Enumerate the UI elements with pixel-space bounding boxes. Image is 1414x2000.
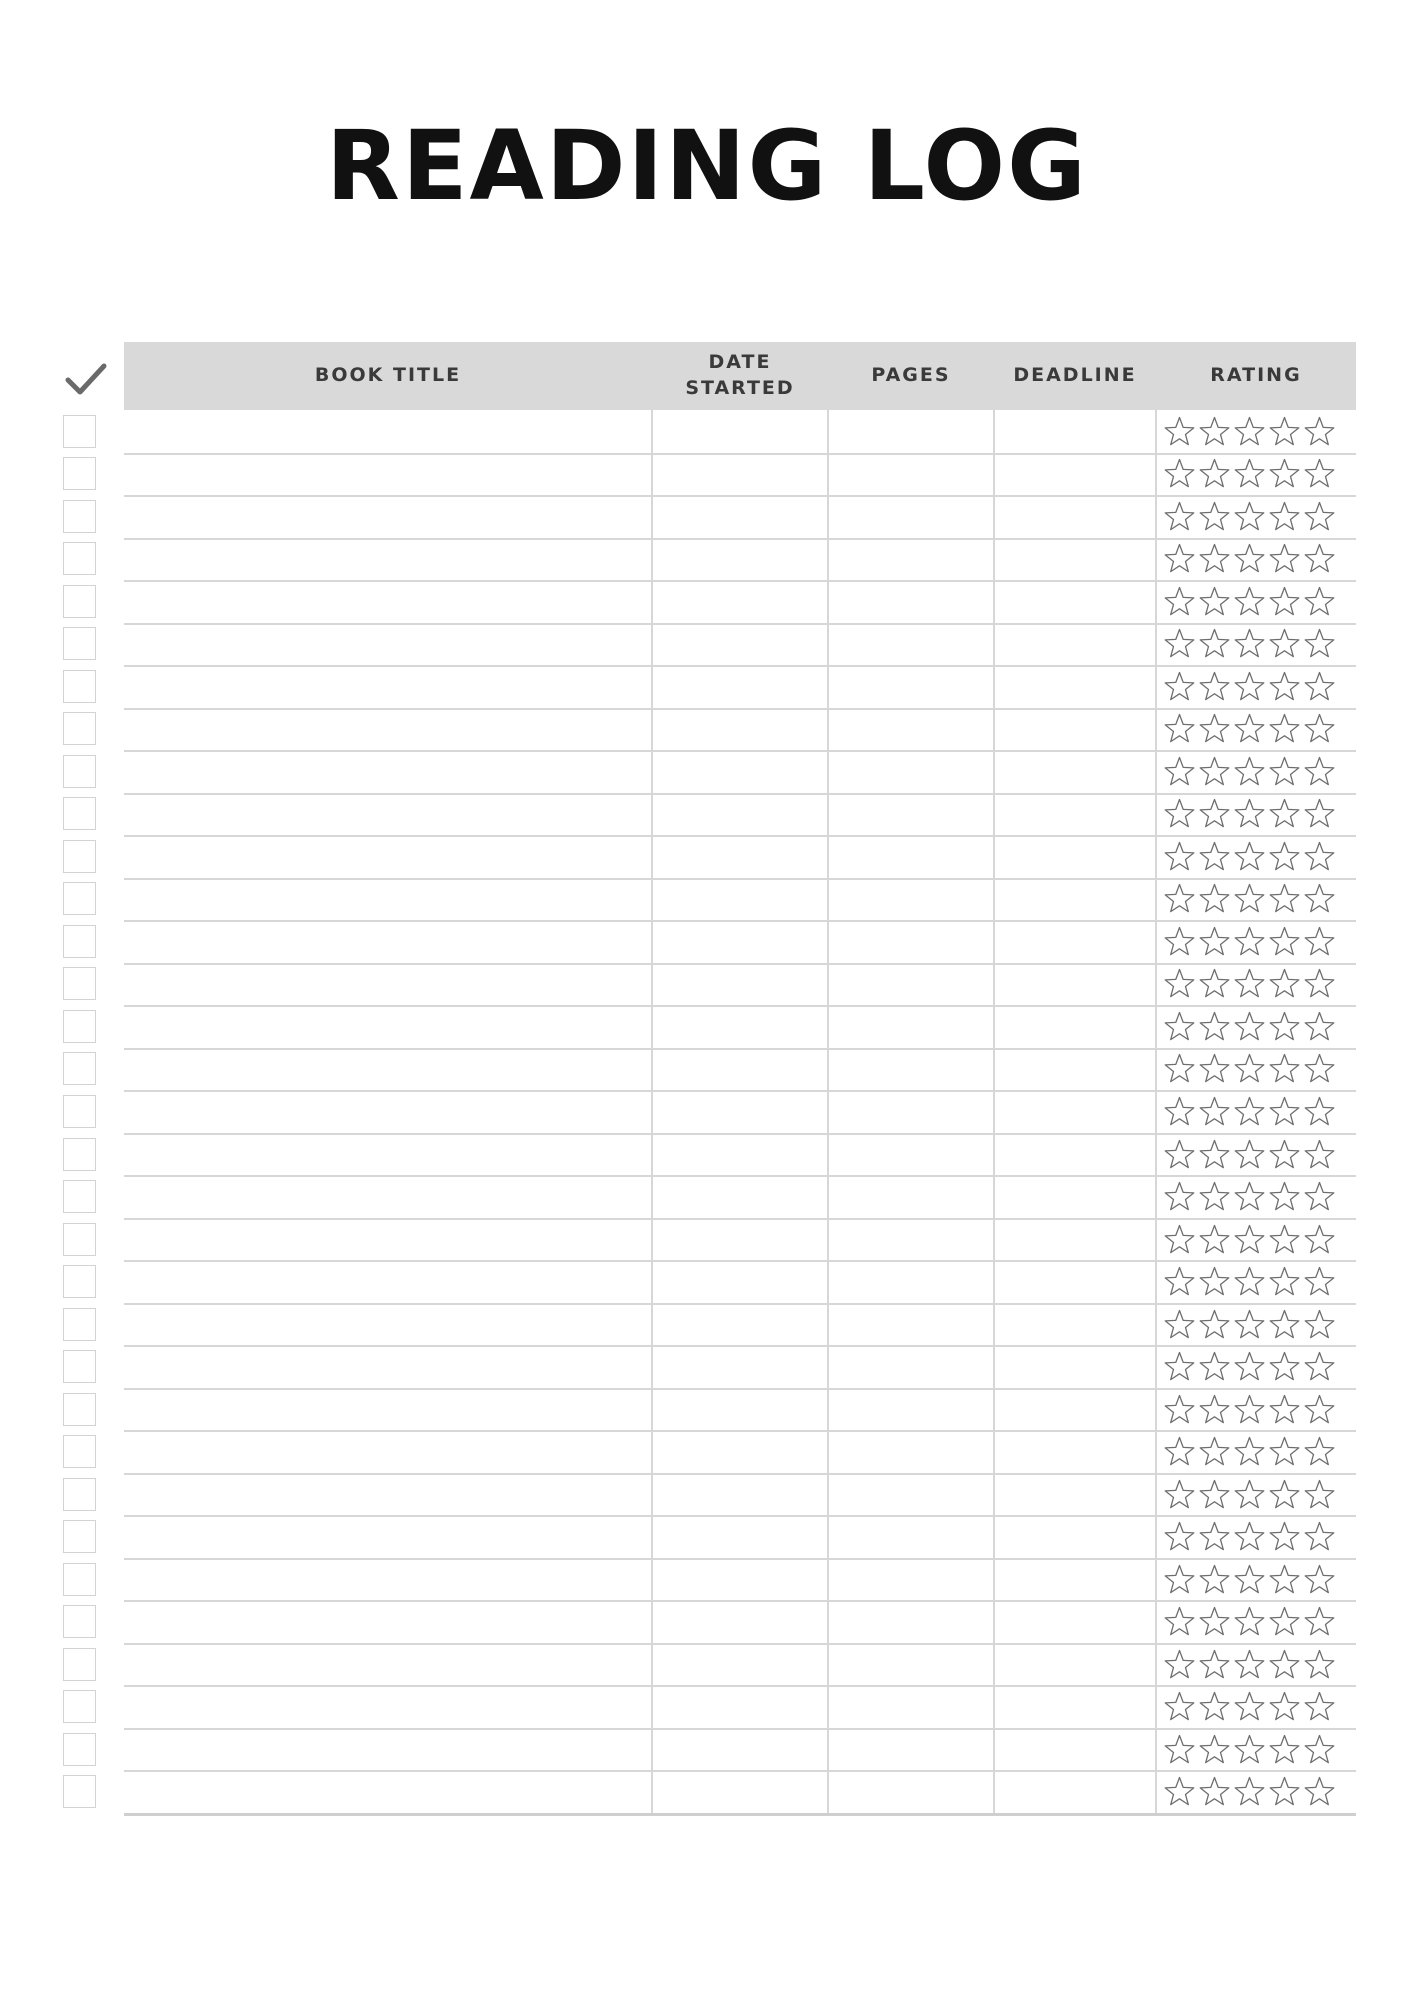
star-outline-icon[interactable]	[1233, 1052, 1266, 1085]
star-outline-icon[interactable]	[1268, 1350, 1301, 1383]
rating-stars[interactable]	[1163, 1393, 1336, 1426]
row-divider	[124, 878, 1356, 880]
column-header-rating: RATING	[1210, 364, 1302, 387]
rating-stars[interactable]	[1163, 500, 1336, 533]
star-outline-icon[interactable]	[1303, 585, 1336, 618]
row-divider	[124, 1685, 1356, 1687]
star-outline-icon[interactable]	[1198, 1223, 1231, 1256]
rating-stars[interactable]	[1163, 882, 1336, 915]
star-outline-icon[interactable]	[1268, 1648, 1301, 1681]
star-outline-icon[interactable]	[1163, 670, 1196, 703]
row-divider	[124, 750, 1356, 752]
star-outline-icon[interactable]	[1198, 627, 1231, 660]
star-outline-icon[interactable]	[1268, 627, 1301, 660]
star-outline-icon[interactable]	[1233, 1308, 1266, 1341]
star-outline-icon[interactable]	[1198, 1478, 1231, 1511]
row-divider	[124, 793, 1356, 795]
star-outline-icon[interactable]	[1268, 1095, 1301, 1128]
star-outline-icon[interactable]	[1233, 1350, 1266, 1383]
star-outline-icon[interactable]	[1303, 542, 1336, 575]
star-outline-icon[interactable]	[1303, 415, 1336, 448]
star-outline-icon[interactable]	[1198, 542, 1231, 575]
row-checkbox[interactable]	[63, 712, 96, 745]
row-divider	[124, 453, 1356, 455]
star-outline-icon[interactable]	[1303, 1180, 1336, 1213]
star-outline-icon[interactable]	[1163, 1308, 1196, 1341]
star-outline-icon[interactable]	[1233, 1138, 1266, 1171]
rating-stars[interactable]	[1163, 415, 1336, 448]
row-divider	[124, 963, 1356, 965]
rating-stars[interactable]	[1163, 1265, 1336, 1298]
row-checkbox[interactable]	[63, 755, 96, 788]
star-outline-icon[interactable]	[1268, 1393, 1301, 1426]
star-outline-icon[interactable]	[1303, 1435, 1336, 1468]
row-checkbox[interactable]	[63, 1138, 96, 1171]
star-outline-icon[interactable]	[1303, 457, 1336, 490]
row-divider	[124, 1728, 1356, 1730]
star-outline-icon[interactable]	[1163, 797, 1196, 830]
rating-stars[interactable]	[1163, 1605, 1336, 1638]
star-outline-icon[interactable]	[1163, 840, 1196, 873]
rating-stars[interactable]	[1163, 925, 1336, 958]
row-divider	[124, 1218, 1356, 1220]
star-outline-icon[interactable]	[1268, 1180, 1301, 1213]
rating-stars[interactable]	[1163, 1520, 1336, 1553]
star-outline-icon[interactable]	[1198, 1052, 1231, 1085]
star-outline-icon[interactable]	[1163, 882, 1196, 915]
star-outline-icon[interactable]	[1233, 967, 1266, 1000]
star-outline-icon[interactable]	[1233, 1775, 1266, 1808]
rating-stars[interactable]	[1163, 585, 1336, 618]
star-outline-icon[interactable]	[1303, 1478, 1336, 1511]
row-divider	[124, 665, 1356, 667]
star-outline-icon[interactable]	[1233, 1265, 1266, 1298]
row-divider	[124, 1175, 1356, 1177]
row-divider	[124, 1473, 1356, 1475]
star-outline-icon[interactable]	[1233, 1733, 1266, 1766]
star-outline-icon[interactable]	[1233, 1690, 1266, 1723]
star-outline-icon[interactable]	[1163, 1520, 1196, 1553]
star-outline-icon[interactable]	[1303, 967, 1336, 1000]
star-outline-icon[interactable]	[1198, 882, 1231, 915]
rating-stars[interactable]	[1163, 1223, 1336, 1256]
row-divider	[124, 1770, 1356, 1772]
row-checkbox[interactable]	[63, 1563, 96, 1596]
star-outline-icon[interactable]	[1198, 1520, 1231, 1553]
star-outline-icon[interactable]	[1268, 712, 1301, 745]
row-checkbox[interactable]	[63, 797, 96, 830]
star-outline-icon[interactable]	[1233, 925, 1266, 958]
row-divider	[124, 1090, 1356, 1092]
row-checkbox[interactable]	[63, 1393, 96, 1426]
row-checkbox[interactable]	[63, 1308, 96, 1341]
star-outline-icon[interactable]	[1268, 967, 1301, 1000]
row-checkbox[interactable]	[63, 882, 96, 915]
star-outline-icon[interactable]	[1198, 1010, 1231, 1043]
star-outline-icon[interactable]	[1163, 1010, 1196, 1043]
star-outline-icon[interactable]	[1233, 1563, 1266, 1596]
row-checkbox[interactable]	[63, 627, 96, 660]
star-outline-icon[interactable]	[1303, 1648, 1336, 1681]
row-checkbox[interactable]	[63, 500, 96, 533]
column-header-pages: PAGES	[871, 364, 951, 387]
row-divider	[124, 1643, 1356, 1645]
star-outline-icon[interactable]	[1268, 542, 1301, 575]
star-outline-icon[interactable]	[1233, 542, 1266, 575]
star-outline-icon[interactable]	[1233, 1393, 1266, 1426]
star-outline-icon[interactable]	[1268, 1775, 1301, 1808]
star-outline-icon[interactable]	[1198, 712, 1231, 745]
row-checkbox[interactable]	[63, 1775, 96, 1808]
rating-stars[interactable]	[1163, 712, 1336, 745]
star-outline-icon[interactable]	[1198, 1563, 1231, 1596]
row-divider	[124, 835, 1356, 837]
star-outline-icon[interactable]	[1268, 670, 1301, 703]
star-outline-icon[interactable]	[1303, 1095, 1336, 1128]
star-outline-icon[interactable]	[1303, 1690, 1336, 1723]
row-checkbox[interactable]	[63, 1690, 96, 1723]
rating-stars[interactable]	[1163, 1690, 1336, 1723]
row-checkbox[interactable]	[63, 840, 96, 873]
star-outline-icon[interactable]	[1163, 1733, 1196, 1766]
star-outline-icon[interactable]	[1268, 1052, 1301, 1085]
star-outline-icon[interactable]	[1268, 415, 1301, 448]
star-outline-icon[interactable]	[1233, 457, 1266, 490]
star-outline-icon[interactable]	[1233, 670, 1266, 703]
row-divider	[124, 580, 1356, 582]
column-header-book-title: BOOK TITLE	[314, 364, 462, 387]
star-outline-icon[interactable]	[1198, 755, 1231, 788]
star-outline-icon[interactable]	[1163, 1052, 1196, 1085]
star-outline-icon[interactable]	[1268, 1563, 1301, 1596]
rating-stars[interactable]	[1163, 1775, 1336, 1808]
star-outline-icon[interactable]	[1268, 1520, 1301, 1553]
star-outline-icon[interactable]	[1303, 840, 1336, 873]
star-outline-icon[interactable]	[1163, 967, 1196, 1000]
star-outline-icon[interactable]	[1163, 1435, 1196, 1468]
rating-stars[interactable]	[1163, 1095, 1336, 1128]
star-outline-icon[interactable]	[1163, 1393, 1196, 1426]
row-checkbox[interactable]	[63, 415, 96, 448]
star-outline-icon[interactable]	[1198, 1138, 1231, 1171]
rating-stars[interactable]	[1163, 1648, 1336, 1681]
star-outline-icon[interactable]	[1233, 1648, 1266, 1681]
row-divider	[124, 538, 1356, 540]
star-outline-icon[interactable]	[1198, 1605, 1231, 1638]
rating-stars[interactable]	[1163, 542, 1336, 575]
rating-stars[interactable]	[1163, 755, 1336, 788]
row-checkbox[interactable]	[63, 457, 96, 490]
rating-stars[interactable]	[1163, 627, 1336, 660]
star-outline-icon[interactable]	[1163, 755, 1196, 788]
star-outline-icon[interactable]	[1198, 457, 1231, 490]
row-divider	[124, 1600, 1356, 1602]
row-divider	[124, 623, 1356, 625]
star-outline-icon[interactable]	[1268, 500, 1301, 533]
star-outline-icon[interactable]	[1303, 1350, 1336, 1383]
star-outline-icon[interactable]	[1303, 1520, 1336, 1553]
row-checkbox[interactable]	[63, 542, 96, 575]
row-checkbox[interactable]	[63, 670, 96, 703]
row-checkbox[interactable]	[63, 1180, 96, 1213]
star-outline-icon[interactable]	[1163, 1605, 1196, 1638]
star-outline-icon[interactable]	[1198, 1265, 1231, 1298]
row-checkbox[interactable]	[63, 925, 96, 958]
row-divider	[124, 1345, 1356, 1347]
table-header	[124, 342, 1356, 410]
star-outline-icon[interactable]	[1163, 1350, 1196, 1383]
star-outline-icon[interactable]	[1163, 1223, 1196, 1256]
star-outline-icon[interactable]	[1233, 882, 1266, 915]
star-outline-icon[interactable]	[1268, 840, 1301, 873]
star-outline-icon[interactable]	[1268, 457, 1301, 490]
star-outline-icon[interactable]	[1198, 585, 1231, 618]
rating-stars[interactable]	[1163, 1350, 1336, 1383]
star-outline-icon[interactable]	[1233, 1095, 1266, 1128]
rating-stars[interactable]	[1163, 967, 1336, 1000]
rating-stars[interactable]	[1163, 797, 1336, 830]
star-outline-icon[interactable]	[1233, 1010, 1266, 1043]
star-outline-icon[interactable]	[1268, 1010, 1301, 1043]
row-checkbox[interactable]	[63, 585, 96, 618]
rating-stars[interactable]	[1163, 1308, 1336, 1341]
column-divider	[993, 410, 995, 1813]
star-outline-icon[interactable]	[1303, 1265, 1336, 1298]
star-outline-icon[interactable]	[1268, 1690, 1301, 1723]
row-checkbox[interactable]	[63, 1435, 96, 1468]
row-divider	[124, 1388, 1356, 1390]
row-checkbox[interactable]	[63, 1350, 96, 1383]
star-outline-icon[interactable]	[1233, 712, 1266, 745]
star-outline-icon[interactable]	[1233, 627, 1266, 660]
star-outline-icon[interactable]	[1163, 1648, 1196, 1681]
row-checkbox[interactable]	[63, 1052, 96, 1085]
row-checkbox[interactable]	[63, 1605, 96, 1638]
star-outline-icon[interactable]	[1233, 1605, 1266, 1638]
star-outline-icon[interactable]	[1303, 627, 1336, 660]
star-outline-icon[interactable]	[1303, 1223, 1336, 1256]
column-header-deadline: DEADLINE	[1013, 364, 1137, 387]
star-outline-icon[interactable]	[1303, 670, 1336, 703]
star-outline-icon[interactable]	[1198, 1308, 1231, 1341]
star-outline-icon[interactable]	[1268, 1265, 1301, 1298]
star-outline-icon[interactable]	[1268, 797, 1301, 830]
star-outline-icon[interactable]	[1163, 712, 1196, 745]
rating-stars[interactable]	[1163, 670, 1336, 703]
star-outline-icon[interactable]	[1163, 415, 1196, 448]
star-outline-icon[interactable]	[1303, 712, 1336, 745]
row-divider	[124, 495, 1356, 497]
star-outline-icon[interactable]	[1268, 1733, 1301, 1766]
star-outline-icon[interactable]	[1303, 1605, 1336, 1638]
star-outline-icon[interactable]	[1163, 1138, 1196, 1171]
star-outline-icon[interactable]	[1198, 415, 1231, 448]
rating-stars[interactable]	[1163, 1052, 1336, 1085]
star-outline-icon[interactable]	[1198, 840, 1231, 873]
rating-stars[interactable]	[1163, 1563, 1336, 1596]
star-outline-icon[interactable]	[1303, 1393, 1336, 1426]
rating-stars[interactable]	[1163, 1180, 1336, 1213]
check-icon	[64, 362, 108, 398]
star-outline-icon[interactable]	[1233, 500, 1266, 533]
rating-stars[interactable]	[1163, 1010, 1336, 1043]
star-outline-icon[interactable]	[1303, 1010, 1336, 1043]
star-outline-icon[interactable]	[1303, 1563, 1336, 1596]
star-outline-icon[interactable]	[1163, 585, 1196, 618]
row-checkbox[interactable]	[63, 1095, 96, 1128]
star-outline-icon[interactable]	[1198, 670, 1231, 703]
star-outline-icon[interactable]	[1198, 1393, 1231, 1426]
rating-stars[interactable]	[1163, 840, 1336, 873]
star-outline-icon[interactable]	[1303, 755, 1336, 788]
star-outline-icon[interactable]	[1268, 1308, 1301, 1341]
star-outline-icon[interactable]	[1303, 882, 1336, 915]
star-outline-icon[interactable]	[1268, 925, 1301, 958]
star-outline-icon[interactable]	[1233, 585, 1266, 618]
star-outline-icon[interactable]	[1303, 500, 1336, 533]
star-outline-icon[interactable]	[1233, 1520, 1266, 1553]
star-outline-icon[interactable]	[1163, 627, 1196, 660]
rating-stars[interactable]	[1163, 1733, 1336, 1766]
star-outline-icon[interactable]	[1198, 1435, 1231, 1468]
star-outline-icon[interactable]	[1233, 840, 1266, 873]
rating-stars[interactable]	[1163, 1478, 1336, 1511]
star-outline-icon[interactable]	[1163, 542, 1196, 575]
row-divider	[124, 1005, 1356, 1007]
row-checkbox[interactable]	[63, 1520, 96, 1553]
page-title: READING LOG	[326, 110, 1088, 222]
table-bottom-rule	[124, 1813, 1356, 1816]
star-outline-icon[interactable]	[1198, 1095, 1231, 1128]
star-outline-icon[interactable]	[1198, 1180, 1231, 1213]
star-outline-icon[interactable]	[1198, 1775, 1231, 1808]
star-outline-icon[interactable]	[1233, 1478, 1266, 1511]
star-outline-icon[interactable]	[1303, 1052, 1336, 1085]
star-outline-icon[interactable]	[1163, 1690, 1196, 1723]
star-outline-icon[interactable]	[1303, 1138, 1336, 1171]
rating-stars[interactable]	[1163, 1435, 1336, 1468]
star-outline-icon[interactable]	[1163, 1563, 1196, 1596]
star-outline-icon[interactable]	[1233, 797, 1266, 830]
row-divider	[124, 1558, 1356, 1560]
star-outline-icon[interactable]	[1303, 1733, 1336, 1766]
column-divider	[651, 410, 653, 1813]
star-outline-icon[interactable]	[1163, 500, 1196, 533]
star-outline-icon[interactable]	[1303, 925, 1336, 958]
row-checkbox[interactable]	[63, 1478, 96, 1511]
star-outline-icon[interactable]	[1233, 1435, 1266, 1468]
star-outline-icon[interactable]	[1198, 1690, 1231, 1723]
column-divider	[1155, 410, 1157, 1813]
star-outline-icon[interactable]	[1268, 1605, 1301, 1638]
row-checkbox[interactable]	[63, 1223, 96, 1256]
rating-stars[interactable]	[1163, 1138, 1336, 1171]
star-outline-icon[interactable]	[1268, 1138, 1301, 1171]
row-checkbox[interactable]	[63, 967, 96, 1000]
star-outline-icon[interactable]	[1233, 755, 1266, 788]
star-outline-icon[interactable]	[1268, 1435, 1301, 1468]
star-outline-icon[interactable]	[1198, 500, 1231, 533]
star-outline-icon[interactable]	[1198, 925, 1231, 958]
star-outline-icon[interactable]	[1198, 1648, 1231, 1681]
row-divider	[124, 920, 1356, 922]
star-outline-icon[interactable]	[1198, 1350, 1231, 1383]
row-divider	[124, 708, 1356, 710]
star-outline-icon[interactable]	[1268, 882, 1301, 915]
star-outline-icon[interactable]	[1268, 585, 1301, 618]
row-checkbox[interactable]	[63, 1010, 96, 1043]
column-header-date-started: DATE STARTED	[685, 351, 795, 399]
star-outline-icon[interactable]	[1303, 797, 1336, 830]
row-divider	[124, 1515, 1356, 1517]
star-outline-icon[interactable]	[1198, 797, 1231, 830]
star-outline-icon[interactable]	[1163, 1095, 1196, 1128]
star-outline-icon[interactable]	[1163, 1478, 1196, 1511]
star-outline-icon[interactable]	[1303, 1308, 1336, 1341]
row-divider	[124, 1133, 1356, 1135]
row-divider	[124, 1430, 1356, 1432]
star-outline-icon[interactable]	[1233, 415, 1266, 448]
star-outline-icon[interactable]	[1233, 1223, 1266, 1256]
row-divider	[124, 1048, 1356, 1050]
star-outline-icon[interactable]	[1268, 1478, 1301, 1511]
rating-stars[interactable]	[1163, 457, 1336, 490]
star-outline-icon[interactable]	[1163, 1180, 1196, 1213]
star-outline-icon[interactable]	[1163, 1265, 1196, 1298]
star-outline-icon[interactable]	[1303, 1775, 1336, 1808]
star-outline-icon[interactable]	[1163, 457, 1196, 490]
star-outline-icon[interactable]	[1268, 1223, 1301, 1256]
star-outline-icon[interactable]	[1268, 755, 1301, 788]
row-checkbox[interactable]	[63, 1265, 96, 1298]
row-checkbox[interactable]	[63, 1733, 96, 1766]
star-outline-icon[interactable]	[1163, 925, 1196, 958]
row-checkbox[interactable]	[63, 1648, 96, 1681]
star-outline-icon[interactable]	[1198, 1733, 1231, 1766]
column-divider	[827, 410, 829, 1813]
row-divider	[124, 1260, 1356, 1262]
star-outline-icon[interactable]	[1198, 967, 1231, 1000]
star-outline-icon[interactable]	[1163, 1775, 1196, 1808]
star-outline-icon[interactable]	[1233, 1180, 1266, 1213]
row-divider	[124, 1303, 1356, 1305]
